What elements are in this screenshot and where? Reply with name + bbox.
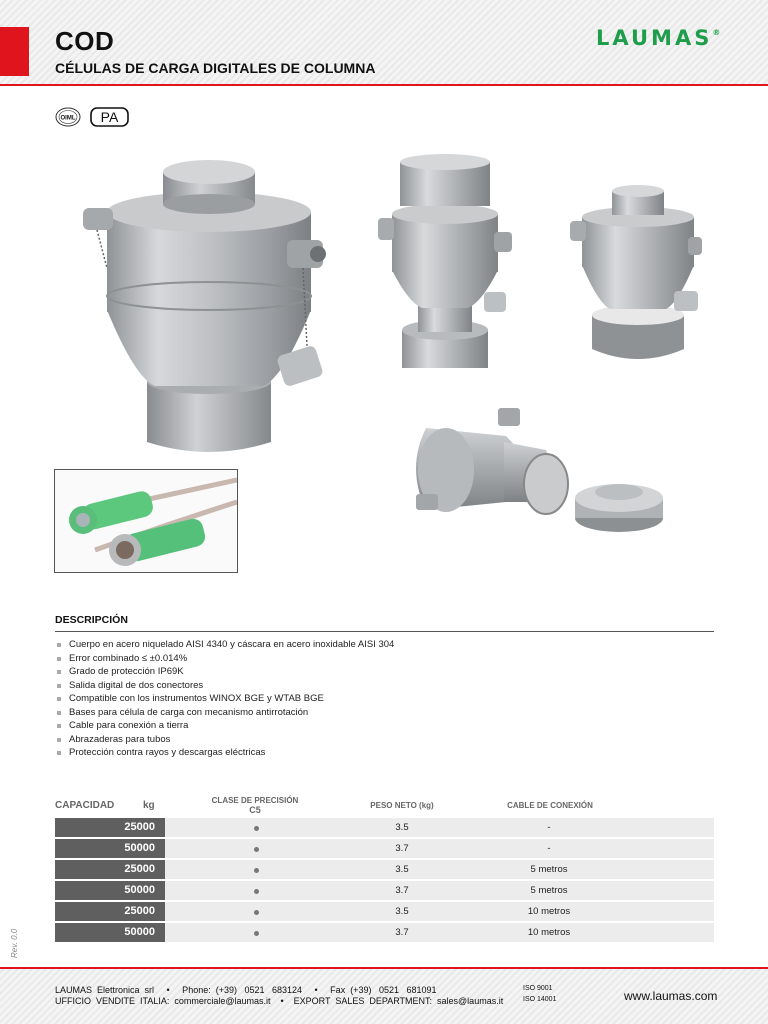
table-row — [55, 860, 714, 879]
weight-cell: 3.5 — [395, 906, 409, 917]
cable-cell: - — [547, 843, 551, 854]
page-title: COD — [55, 26, 115, 56]
capacity-cell: 50000 — [55, 881, 165, 900]
weight-cell: 3.7 — [395, 927, 409, 938]
table-row — [55, 839, 714, 858]
net-weight-header: PESO NETO (kg) — [370, 801, 434, 810]
footer-divider — [0, 967, 768, 969]
capacity-cell: 25000 — [55, 860, 165, 879]
capacity-cell: 50000 — [55, 839, 165, 858]
description-list — [55, 638, 394, 760]
description-item: Cuerpo en acero niquelado AISI 4340 y cáscara en acero inoxidable AISI 304 — [55, 638, 394, 652]
oiml-text: OIML — [60, 115, 76, 122]
c5-dot-icon — [254, 910, 259, 915]
unit-column-header: kg — [143, 800, 155, 811]
description-divider — [55, 631, 714, 632]
iso-9001-label: ISO 9001 — [523, 985, 553, 992]
c5-dot-icon — [254, 847, 259, 852]
page-subtitle: CÉLULAS DE CARGA DIGITALES DE COLUMNA — [55, 60, 376, 76]
table-row — [55, 902, 714, 921]
capacity-cell: 25000 — [55, 902, 165, 921]
cable-cell: 5 metros — [530, 864, 568, 875]
cable-cell: 5 metros — [530, 885, 568, 896]
c5-dot-icon — [254, 889, 259, 894]
registered-mark: ® — [712, 28, 721, 37]
iso-14001-label: ISO 14001 — [523, 996, 557, 1003]
weight-cell: 3.7 — [395, 843, 409, 854]
oiml-certification-icon — [54, 106, 82, 128]
header-divider — [0, 84, 768, 86]
description-item: Grado de protección IP69K — [55, 665, 394, 679]
header-accent — [0, 27, 29, 76]
load-cell-large-photo — [75, 150, 340, 460]
c5-dot-icon — [254, 931, 259, 936]
description-item: Cable para conexión a tierra — [55, 719, 394, 733]
cable-header: CABLE DE CONEXIÓN — [507, 801, 593, 810]
pa-certification-icon — [90, 106, 130, 128]
c5-dot-icon — [254, 868, 259, 873]
cable-connector-photo-frame — [54, 469, 238, 573]
precision-class-sub: C5 — [249, 805, 261, 815]
description-heading: DESCRIPCIÓN — [55, 614, 128, 626]
description-item: Error combinado ≤ ±0.014% — [55, 652, 394, 666]
weight-cell: 3.5 — [395, 864, 409, 875]
capacity-column-header: CAPACIDAD — [55, 800, 115, 811]
laumas-logo — [596, 26, 720, 50]
load-cell-small-photo — [566, 185, 706, 375]
footer-email-line: UFFICIO VENDITE ITALIA: commerciale@laumas.it • EXPORT SALES DEPARTMENT: sales@laumas.it — [55, 996, 504, 1006]
cable-cell: - — [547, 822, 551, 833]
table-row — [55, 881, 714, 900]
revision-label: Rev. 0.0 — [10, 928, 19, 958]
load-cell-disassembled-photo — [386, 398, 681, 548]
description-item: Protección contra rayos y descargas eléctricas — [55, 746, 394, 760]
table-row — [55, 818, 714, 837]
logo-text: LAUMAS — [596, 26, 713, 50]
weight-cell: 3.5 — [395, 822, 409, 833]
description-item: Salida digital de dos conectores — [55, 679, 394, 693]
precision-class-label: CLASE DE PRECISIÓN — [211, 796, 299, 805]
description-item: Bases para célula de carga con mecanismo antirrotación — [55, 706, 394, 720]
cable-cell: 10 metros — [527, 927, 571, 938]
c5-dot-icon — [254, 826, 259, 831]
weight-cell: 3.7 — [395, 885, 409, 896]
capacity-cell: 50000 — [55, 923, 165, 942]
pa-text: PA — [100, 109, 119, 125]
load-cell-with-base-photo — [372, 152, 522, 382]
capacity-cell: 25000 — [55, 818, 165, 837]
footer-contact-line: LAUMAS Elettronica srl • Phone: (+39) 0521 683124 • Fax (+39) 0521 681091 — [55, 985, 437, 995]
cable-cell: 10 metros — [527, 906, 571, 917]
table-row — [55, 923, 714, 942]
cable-connector-icon — [55, 470, 237, 572]
website-link[interactable]: www.laumas.com — [624, 989, 718, 1003]
description-item: Abrazaderas para tubos — [55, 733, 394, 747]
description-item: Compatible con los instrumentos WINOX BGE y WTAB BGE — [55, 692, 394, 706]
precision-class-header — [205, 796, 305, 815]
